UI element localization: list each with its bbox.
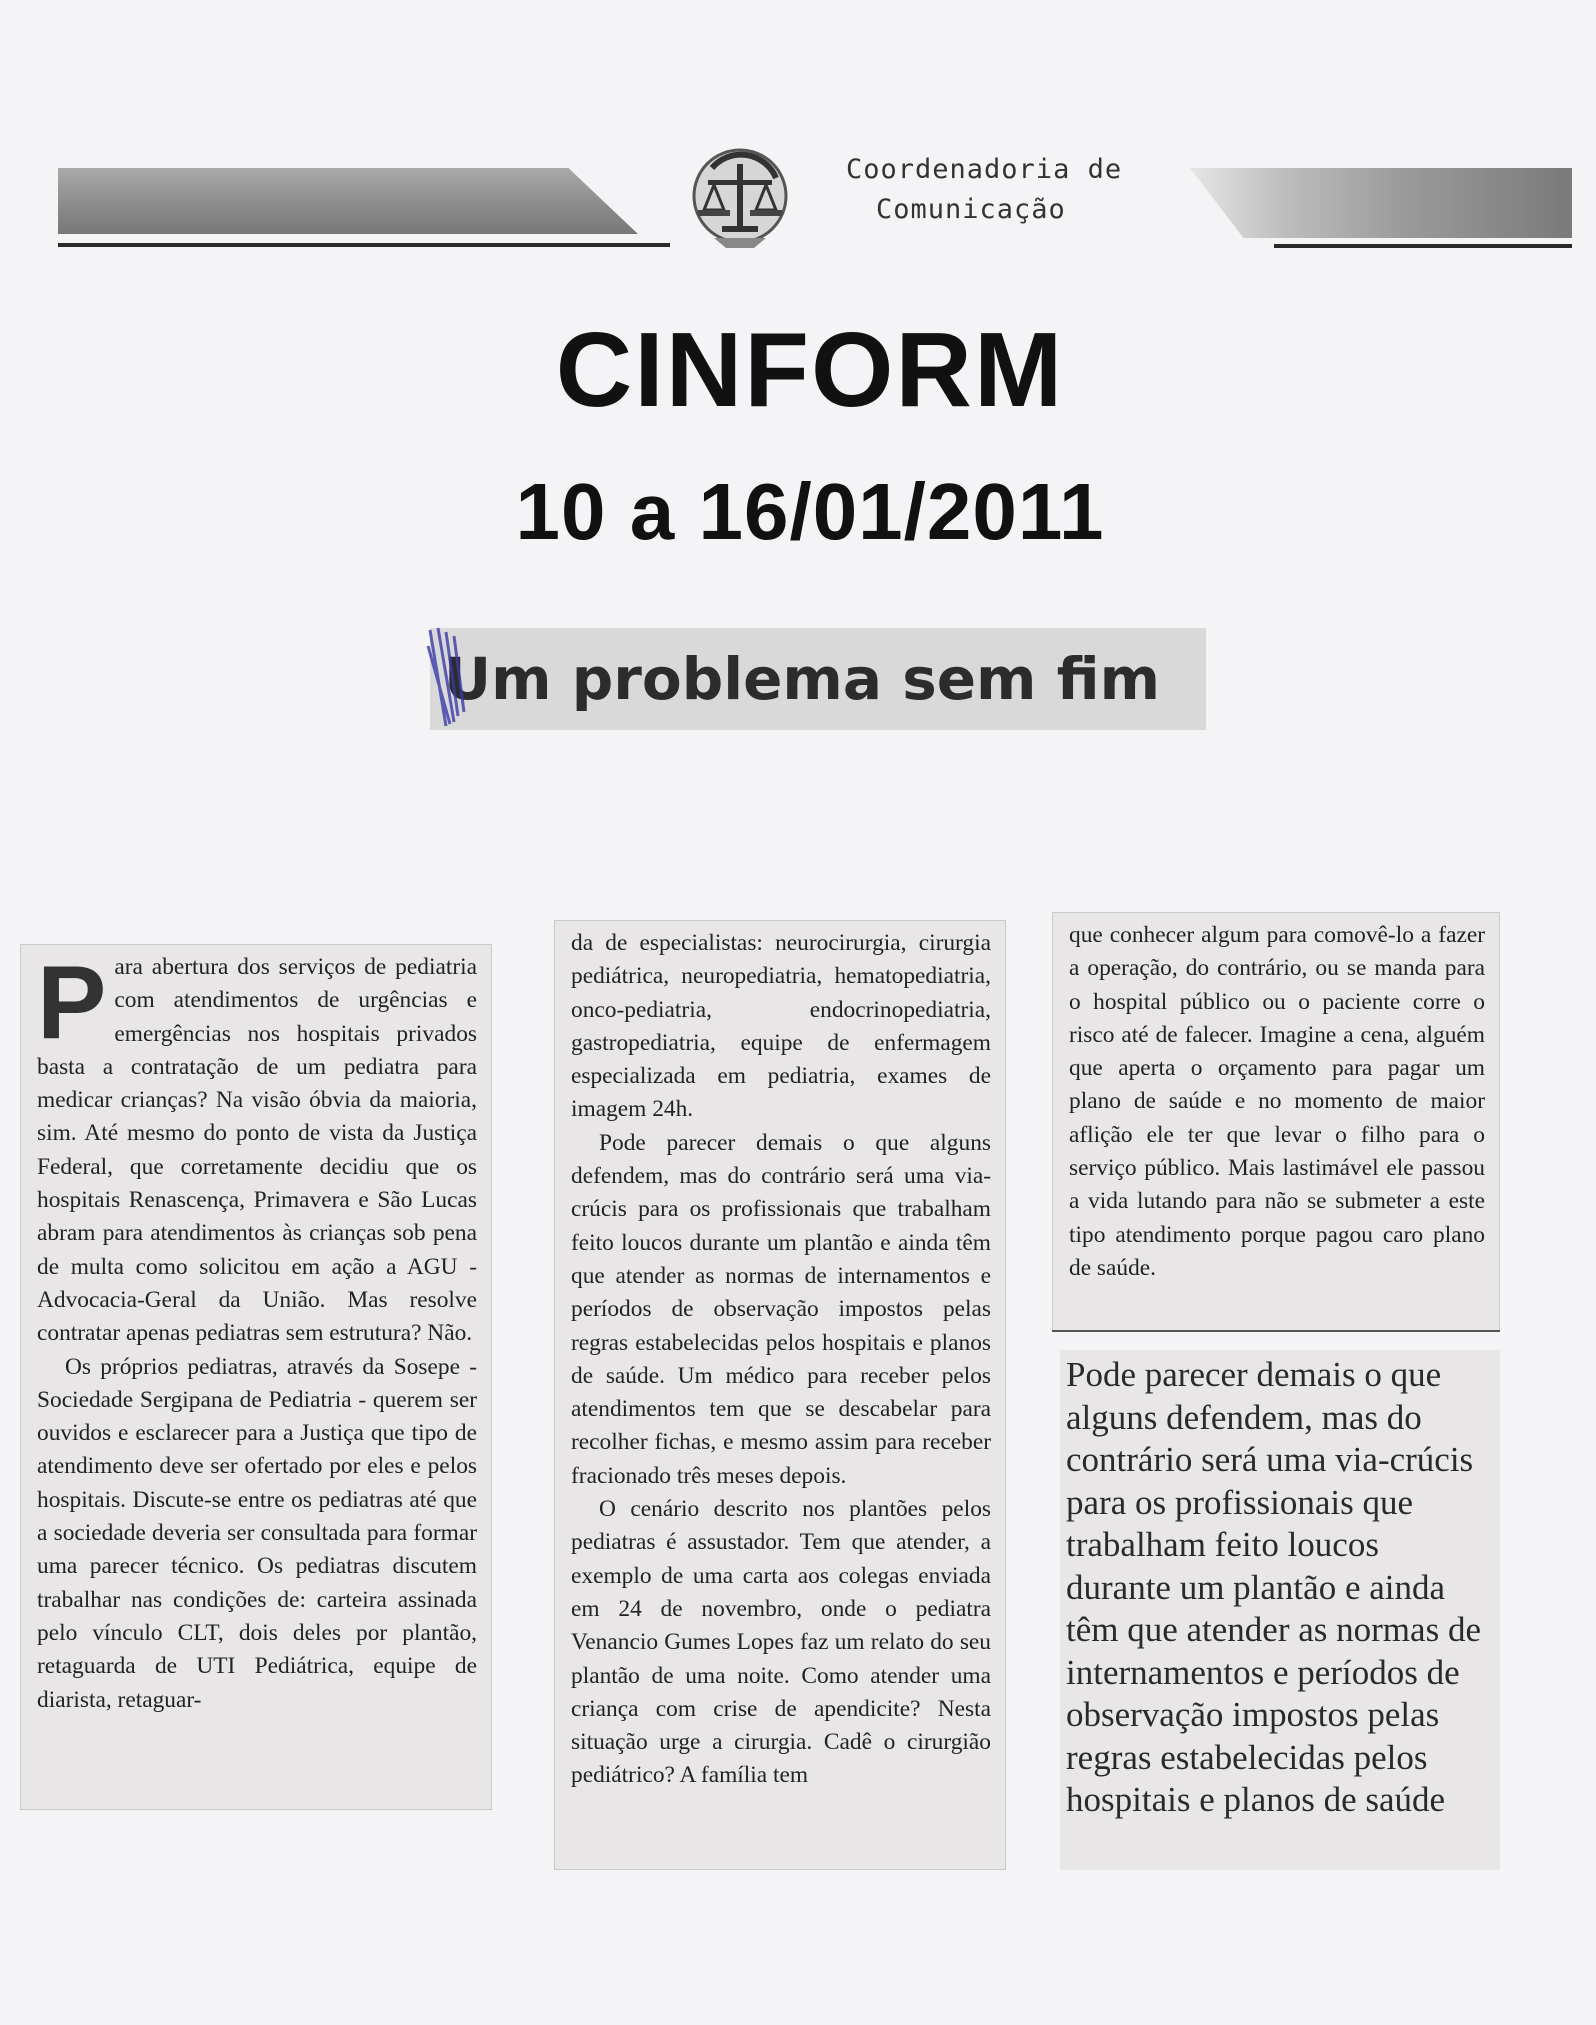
- org-name-line2: Comunicação: [876, 194, 1066, 225]
- article-paragraph: ara abertura dos serviços de pediatria com atendimentos de urgências e emergências nos hospitais privados basta a contratação de um pediatra para medicar crianças? Na visão óbvia da maioria, sim. Até mesmo do ponto de vista da Justiça Federal, que corretamente decidiu que os hospitais Renascença, Primavera e São Lucas abram para atendimentos às crianças sob pena de multa como solicitou em ação a AGU - Advocacia-Geral da União. Mas resolve contratar apenas pediatras sem estrutura? Não.: [37, 954, 477, 1347]
- org-name-line1: Coordenadoria de: [846, 154, 1123, 185]
- pull-quote: Pode parecer demais o que alguns defendem, mas do contrário será uma via-crúcis para os profissionais que trabalham feito loucos durante um plantão e ainda têm que atender as normas de internamentos e períodos de observação impostos pelas regras estabelecidas pelos hospitais e planos de saúde: [1060, 1350, 1500, 1870]
- page-title: CINFORM: [555, 311, 1065, 429]
- article-headline: Um problema sem fim: [444, 645, 1161, 713]
- column-divider: [1052, 1330, 1500, 1332]
- org-name: [846, 150, 1136, 230]
- header-rule-right: [1274, 244, 1572, 248]
- header-rule-left: [58, 243, 670, 247]
- article-paragraph: da de especialistas: neurocirurgia, cirurgia pediátrica, neuropediatria, hematopediatria, onco-pediatria, endocrinopediatria, gastropediatria, equipe de enfermagem especializada em pediatria, exames de imagem 24h.: [571, 930, 991, 1123]
- article-paragraph: Pode parecer demais o que alguns defendem, mas do contrário será uma via-crúcis para os profissionais que trabalham feito loucos durante um plantão e ainda têm que atender as normas de internamentos e períodos de observação impostos pelas regras estabelecidas pelos hospitais e planos de saúde. Um médico para receber pelos atendimentos tem que se descabelar para recolher fichas, e mesmo assim para receber fracionado três meses depois.: [571, 1129, 991, 1489]
- article-paragraph: Os próprios pediatras, através da Sosepe - Sociedade Sergipana de Pediatria - querem ser ouvidos e esclarecer para a Justiça que tipo de atendimento deve ser ofertado por eles e pelos hospitais. Discute-se entre os pediatras até que a sociedade deveria ser consultada para formar uma parecer técnico. Os pediatras discutem trabalhar nas condições de: carteira assinada pelo vínculo CLT, dois deles por plantão, retaguarda de UTI Pediátrica, equipe de diarista, retaguar-: [37, 1353, 477, 1713]
- drop-cap: P: [37, 945, 107, 1061]
- article-column-1: [20, 944, 492, 1810]
- header-bar-right: [1190, 168, 1572, 238]
- article-column-2: [554, 920, 1006, 1870]
- article-paragraph: que conhecer algum para comovê-lo a fazer a operação, do contrário, ou se manda para o hospital público ou o paciente corre o risco até de falecer. Imagine a cena, alguém que aperta o orçamento para pagar um plano de saúde e no momento de maior aflição ele ter que levar o filho para o serviço público. Mais lastimável ele passou a vida lutando para não se submeter a este tipo atendimento porque pagou caro plano de saúde.: [1069, 922, 1485, 1281]
- article-paragraph: O cenário descrito nos plantões pelos pediatras é assustador. Tem que atender, a exemplo de uma carta aos colegas enviada em 24 de novembro, onde o pediatra Venancio Gumes Lopes faz um relato do seu plantão de uma noite. Como atender uma criança com crise de apendicite? Nesta situação urge a cirurgia. Cadê o cirurgião pediátrico? A família tem: [571, 1496, 991, 1789]
- article-column-3: [1052, 912, 1500, 1332]
- date-range: 10 a 16/01/2011: [515, 467, 1105, 556]
- scales-of-justice-icon: [684, 138, 796, 254]
- pen-scribble-mark: [424, 626, 484, 730]
- header-bar-left: [58, 168, 638, 234]
